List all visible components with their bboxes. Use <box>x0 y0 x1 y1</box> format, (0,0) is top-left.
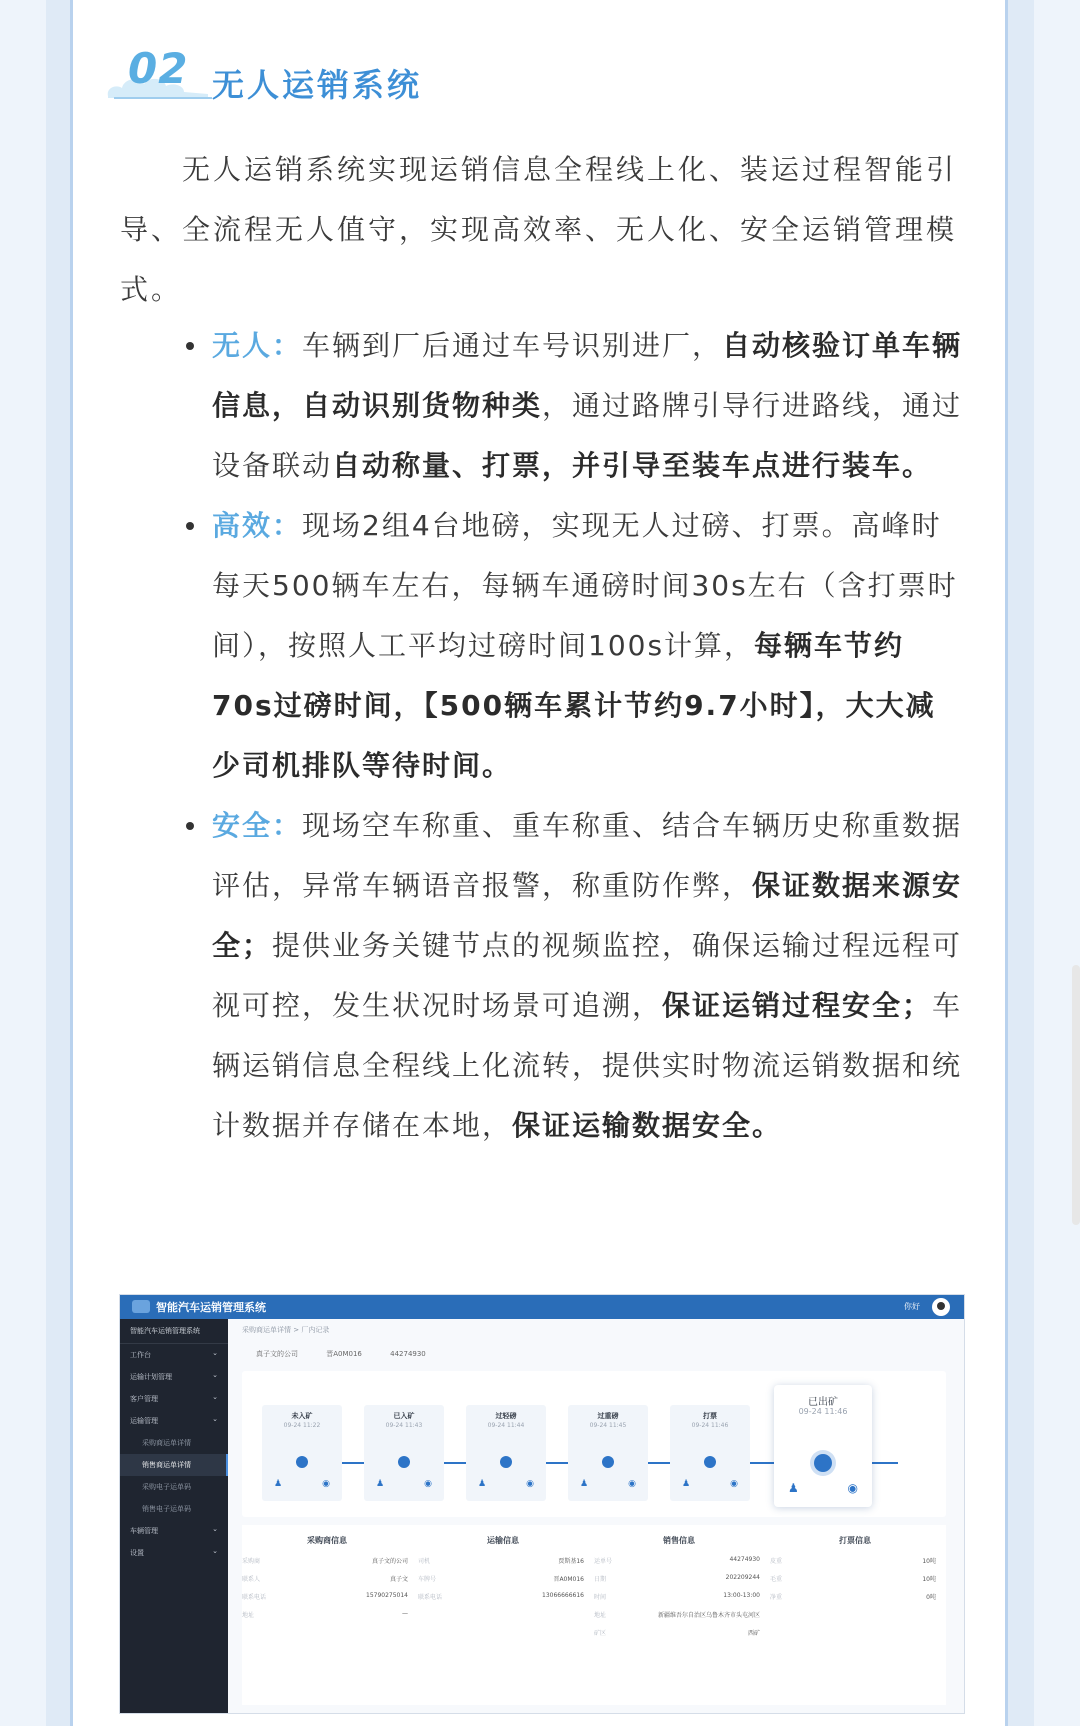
person-icon[interactable]: ♟ <box>580 1479 589 1489</box>
stage-node-icon <box>296 1456 308 1468</box>
sidebar-item-label: 工作台 <box>130 1351 151 1359</box>
info-value: 10吨 <box>922 1558 936 1565</box>
sidebar-item[interactable] <box>120 1498 228 1520</box>
sidebar-item[interactable] <box>120 1432 228 1454</box>
stage-node-icon <box>814 1454 832 1472</box>
location-pin-icon[interactable]: ◉ <box>730 1479 738 1489</box>
meta-plate: 晋A0M016 <box>326 1350 362 1358</box>
chevron-down-icon: ⌄ <box>212 1547 218 1555</box>
stage-time: 09-24 11:43 <box>385 1422 423 1429</box>
bullet-dot-icon <box>186 822 194 830</box>
sidebar-item-label: 车辆管理 <box>130 1527 158 1535</box>
info-row <box>242 1556 412 1574</box>
record-meta <box>256 1349 452 1359</box>
stage-name: 已出矿 <box>808 1397 838 1408</box>
location-pin-icon[interactable]: ◉ <box>628 1479 636 1489</box>
feature-highlight: 自动称量、打票，并引导至装车点进行装车。 <box>332 449 933 482</box>
chevron-down-icon: ⌄ <box>212 1415 218 1423</box>
feature-item <box>212 316 964 496</box>
stage-time: 09-24 11:46 <box>798 1407 848 1416</box>
sidebar-item-label: 设置 <box>130 1549 144 1557</box>
stage-name: 过轻磅 <box>495 1412 517 1420</box>
system-screenshot <box>119 1294 965 1714</box>
sidebar-item-label: 运输计划管理 <box>130 1373 172 1381</box>
info-row <box>770 1592 940 1610</box>
feature-text: 车辆到厂后通过车号识别进厂， <box>302 329 723 362</box>
app-topbar <box>120 1295 964 1319</box>
chevron-down-icon: ⌄ <box>212 1525 218 1533</box>
app-main <box>228 1319 964 1713</box>
info-row <box>418 1574 588 1592</box>
sidebar-item-label: 销售电子运单码 <box>142 1505 191 1513</box>
progress-stage <box>466 1405 546 1501</box>
progress-stage <box>568 1405 648 1501</box>
sidebar-item-label: 采购电子运单码 <box>142 1483 191 1491</box>
progress-stage <box>262 1405 342 1501</box>
person-icon[interactable]: ♟ <box>376 1479 385 1489</box>
progress-stage <box>364 1405 444 1501</box>
stage-name: 未入矿 <box>291 1412 313 1420</box>
chevron-down-icon: ⌄ <box>212 1371 218 1379</box>
info-key: 日期 <box>594 1576 607 1583</box>
info-value: 新疆维吾尔自治区乌鲁木齐市头屯河区 <box>657 1612 760 1619</box>
info-row <box>594 1574 764 1592</box>
info-value: 真子文 <box>389 1576 408 1583</box>
sidebar-item[interactable] <box>120 1366 228 1388</box>
info-value: 贾斯基16 <box>558 1558 584 1565</box>
info-value: 13:00-13:00 <box>723 1592 760 1599</box>
feature-text: 提供业务关键节点的视频监控，确保运输过程远程可视可控，发生状况时场景可追溯， <box>212 929 963 1022</box>
info-value: 10吨 <box>922 1576 936 1583</box>
info-row <box>242 1610 412 1628</box>
info-value: 44274930 <box>729 1556 760 1563</box>
info-key: 司机 <box>418 1558 431 1565</box>
bullet-dot-icon <box>186 522 194 530</box>
feature-keyword: 高效： <box>212 509 303 542</box>
info-row <box>770 1574 940 1592</box>
feature-text: ，通过路牌引导行进路线，通过设备联动 <box>212 389 963 482</box>
feature-keyword: 安全： <box>212 809 303 842</box>
scrollbar[interactable] <box>1072 965 1080 1225</box>
sidebar-item[interactable] <box>120 1520 228 1542</box>
sidebar-system-name: 智能汽车运销管理系统 <box>120 1319 228 1344</box>
stage-name: 过重磅 <box>597 1412 619 1420</box>
user-greeting[interactable]: 你好 <box>904 1302 920 1311</box>
info-key: 运单号 <box>594 1558 613 1565</box>
progress-tracker <box>242 1371 946 1517</box>
info-column <box>770 1535 940 1610</box>
section-title: 无人运销系统 <box>212 66 423 104</box>
sidebar-item-label: 采购商运单详情 <box>142 1439 191 1447</box>
feature-keyword: 无人： <box>212 329 303 362</box>
stage-name: 打票 <box>703 1412 717 1420</box>
app-title: 智能汽车运销管理系统 <box>156 1301 266 1314</box>
feature-highlight: 自动核验订单车辆信息，自动识别货物种类 <box>212 329 963 422</box>
section-heading <box>104 44 524 108</box>
info-row <box>242 1574 412 1592</box>
info-value: 13066666616 <box>542 1592 584 1599</box>
location-pin-icon[interactable]: ◉ <box>847 1481 858 1495</box>
section-number: 02 <box>128 44 189 93</box>
info-key: 时间 <box>594 1594 607 1601</box>
feature-text: 车辆运销信息全程线上化流转，提供实时物流运销数据和统计数据并存储在本地， <box>212 989 963 1142</box>
feature-item <box>212 796 964 1156</box>
sidebar-item[interactable] <box>120 1344 228 1366</box>
info-value: 晋A0M016 <box>553 1576 584 1583</box>
sidebar-item[interactable] <box>120 1388 228 1410</box>
info-row <box>594 1592 764 1610</box>
meta-company: 真子文的公司 <box>256 1350 298 1358</box>
info-value: — <box>402 1610 408 1617</box>
info-column-header: 销售信息 <box>663 1536 695 1545</box>
person-icon[interactable]: ♟ <box>478 1479 487 1489</box>
location-pin-icon[interactable]: ◉ <box>322 1479 330 1489</box>
stage-node-icon <box>602 1456 614 1468</box>
chevron-down-icon: ⌄ <box>212 1393 218 1401</box>
info-value: 0吨 <box>926 1594 936 1601</box>
info-column-header: 运输信息 <box>487 1536 519 1545</box>
info-key: 地址 <box>242 1612 255 1619</box>
person-icon[interactable]: ♟ <box>788 1481 799 1495</box>
info-column <box>242 1535 412 1628</box>
stage-time: 09-24 11:22 <box>283 1422 321 1429</box>
info-row <box>770 1556 940 1574</box>
info-row <box>594 1628 764 1646</box>
stage-time: 09-24 11:46 <box>691 1422 729 1429</box>
stage-time: 09-24 11:45 <box>589 1422 627 1429</box>
stage-node-icon <box>704 1456 716 1468</box>
sidebar-item[interactable] <box>120 1454 228 1476</box>
location-pin-icon[interactable]: ◉ <box>424 1479 432 1489</box>
info-panel <box>242 1525 946 1705</box>
app-sidebar <box>120 1319 228 1713</box>
info-key: 毛重 <box>770 1576 783 1583</box>
info-column <box>418 1535 588 1610</box>
app-logo-icon <box>132 1300 150 1313</box>
info-key: 联系电话 <box>242 1594 267 1601</box>
breadcrumb[interactable]: 采购商运单详情 > 厂内记录 <box>242 1326 330 1334</box>
intro-paragraph: 无人运销系统实现运销信息全程线上化、装运过程智能引导、全流程无人值守，实现高效率、无人化、安全运销管理模式。 <box>120 153 958 306</box>
feature-highlight: 每辆车节约70s过磅时间，【500辆车累计节约9.7小时】，大大减少司机排队等待时间。 <box>212 629 936 782</box>
info-value: 202209244 <box>725 1574 760 1581</box>
sidebar-item-label: 客户管理 <box>130 1395 158 1403</box>
info-row <box>418 1556 588 1574</box>
info-row <box>418 1592 588 1610</box>
stage-time: 09-24 11:44 <box>487 1422 525 1429</box>
meta-order: 44274930 <box>390 1350 426 1358</box>
stage-node-icon <box>398 1456 410 1468</box>
feature-text: 现场空车称重、重车称重、结合车辆历史称重数据评估，异常车辆语音报警，称重防作弊， <box>212 809 963 902</box>
feature-highlight: 保证运输数据安全。 <box>512 1109 783 1142</box>
person-icon[interactable]: ♟ <box>274 1479 283 1489</box>
person-icon[interactable]: ♟ <box>682 1479 691 1489</box>
sidebar-item[interactable] <box>120 1410 228 1432</box>
info-value: 15790275014 <box>366 1592 408 1599</box>
sidebar-item[interactable] <box>120 1476 228 1498</box>
avatar[interactable] <box>932 1298 950 1316</box>
info-key: 联系人 <box>242 1576 261 1583</box>
info-column-header: 打票信息 <box>839 1536 871 1545</box>
info-row <box>594 1610 764 1628</box>
sidebar-item[interactable] <box>120 1542 228 1564</box>
feature-highlight: 保证数据来源安全； <box>212 869 963 962</box>
chevron-down-icon: ⌄ <box>212 1349 218 1357</box>
info-column-header: 采购商信息 <box>307 1536 347 1545</box>
sidebar-item-label: 销售商运单详情 <box>142 1461 191 1469</box>
feature-text: 现场2组4台地磅，实现无人过磅、打票。高峰时每天500辆车左右，每辆车通磅时间30s左右（含打票时间），按照人工平均过磅时间100s计算， <box>212 509 958 662</box>
feature-list <box>212 316 964 1156</box>
info-column <box>594 1535 764 1646</box>
info-value: 真子文的公司 <box>371 1558 408 1565</box>
info-key: 地址 <box>594 1612 607 1619</box>
progress-stage <box>670 1405 750 1501</box>
feature-highlight: 保证运销过程安全； <box>662 989 933 1022</box>
info-row <box>594 1556 764 1574</box>
info-key: 车牌号 <box>418 1576 437 1583</box>
bullet-dot-icon <box>186 342 194 350</box>
info-value: 西矿 <box>747 1630 760 1637</box>
info-key: 净重 <box>770 1594 783 1601</box>
info-key: 采购商 <box>242 1558 261 1565</box>
info-key: 皮重 <box>770 1558 783 1565</box>
location-pin-icon[interactable]: ◉ <box>526 1479 534 1489</box>
stage-node-icon <box>500 1456 512 1468</box>
stage-name: 已入矿 <box>393 1412 415 1420</box>
info-row <box>242 1592 412 1610</box>
sidebar-item-label: 运输管理 <box>130 1417 158 1425</box>
info-key: 联系电话 <box>418 1594 443 1601</box>
progress-stage <box>774 1385 872 1507</box>
info-key: 矿区 <box>594 1630 607 1637</box>
feature-item <box>212 496 964 796</box>
